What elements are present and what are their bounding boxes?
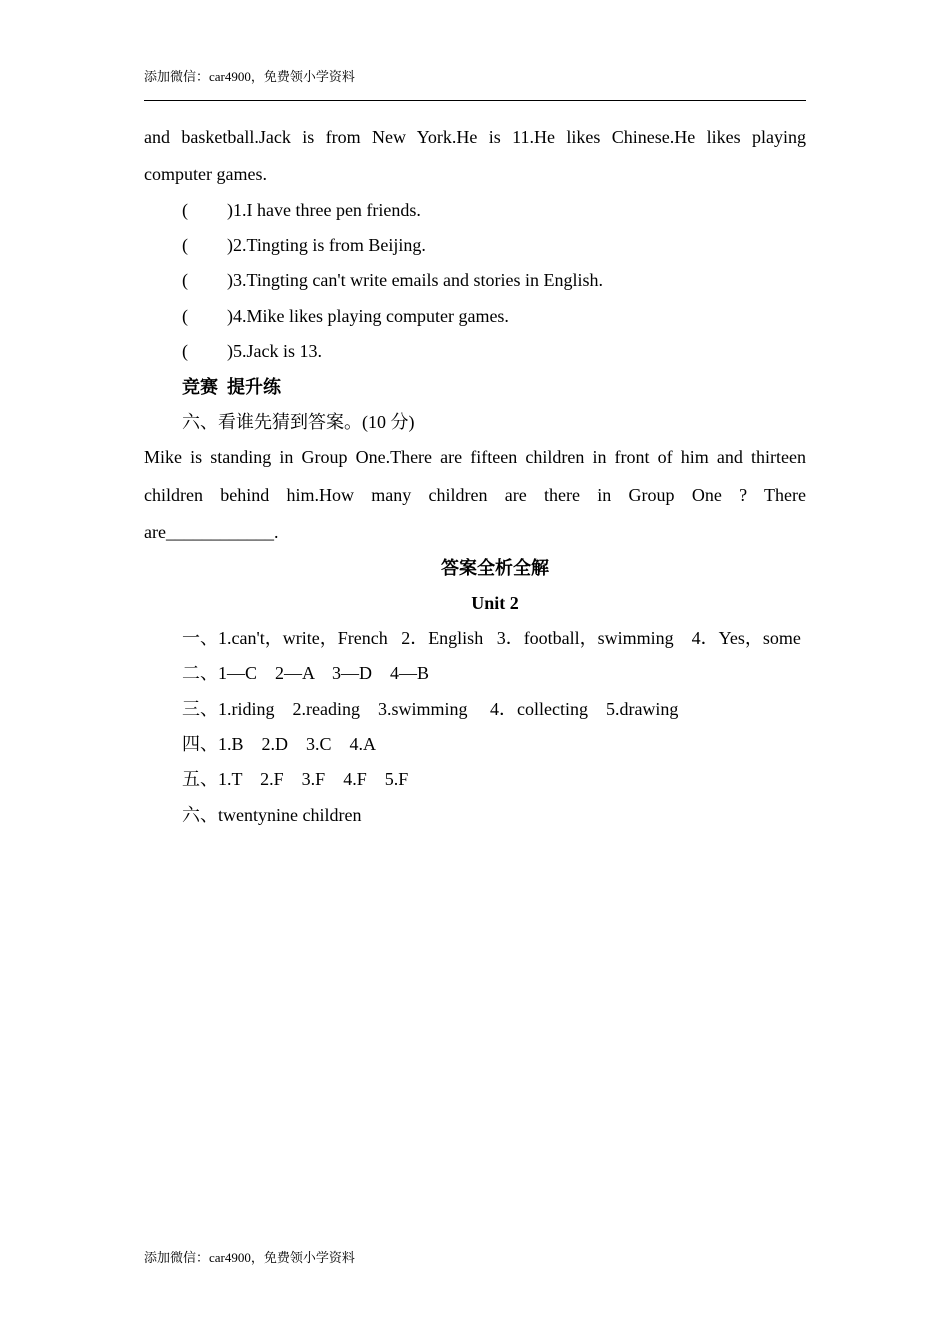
answers-title: 答案全析全解 — [441, 558, 549, 578]
tf-question-1 — [182, 199, 421, 221]
answers-unit: Unit 2 — [471, 593, 519, 613]
answer-line-6: 六、twentynine children — [182, 805, 362, 825]
tf-question-5 — [182, 340, 322, 362]
question-text: )5.Jack is 13. — [227, 341, 322, 361]
question-text: )3.Tingting can't write emails and stories in English. — [227, 270, 604, 290]
answer-paren: ( — [182, 341, 188, 361]
section-6-line-3: are____________. — [144, 522, 279, 542]
section-6-heading: 六、看谁先猜到答案。(10 分) — [182, 412, 415, 432]
answer-paren: ( — [182, 306, 188, 326]
question-text: )4.Mike likes playing computer games. — [227, 306, 509, 326]
answer-line-5: 五、1.T 2.F 3.F 4.F 5.F — [182, 769, 409, 789]
tf-question-4 — [182, 305, 509, 327]
answer-line-4: 四、1.B 2.D 3.C 4.A — [182, 734, 377, 754]
answer-line-1: 一、1.can't，write，French 2．English 3．football，swimming 4．Yes，some — [182, 628, 801, 648]
answer-paren: ( — [182, 200, 188, 220]
section-title: 竞赛 提升练 — [182, 377, 281, 397]
header-divider — [144, 100, 806, 101]
question-text: )2.Tingting is from Beijing. — [227, 235, 426, 255]
answer-line-3: 三、1.riding 2.reading 3.swimming 4．collecting 5.drawing — [182, 699, 679, 719]
tf-question-2 — [182, 234, 426, 256]
answer-line-2: 二、1—C 2—A 3—D 4—B — [182, 663, 430, 683]
section-6-line-1: Mike is standing in Group One.There are fifteen children in front of him and thirteen — [144, 447, 806, 467]
question-text: )1.I have three pen friends. — [227, 200, 421, 220]
page-footer: 添加微信：car4900，免费领小学资料 — [144, 1250, 355, 1265]
section-6-line-2: children behind him.How many children are there in Group One ? There — [144, 485, 806, 505]
answer-paren: ( — [182, 270, 188, 290]
page-header: 添加微信：car4900，免费领小学资料 — [144, 69, 355, 84]
tf-question-3 — [182, 269, 603, 291]
passage-line-1: and basketball.Jack is from New York.He is 11.He likes Chinese.He likes playing — [144, 127, 806, 147]
passage-line-2: computer games. — [144, 164, 267, 184]
answer-paren: ( — [182, 235, 188, 255]
